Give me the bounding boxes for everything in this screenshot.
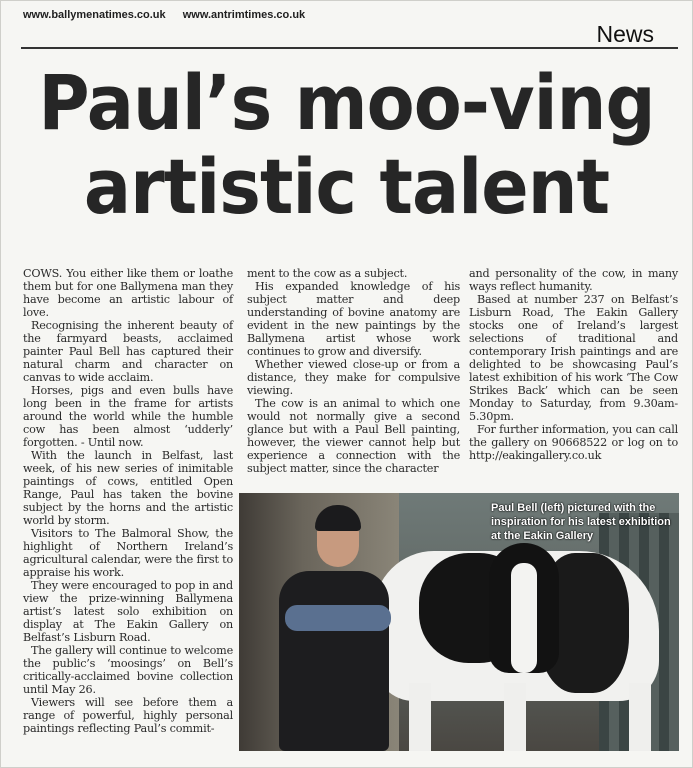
paragraph: Based at number 237 on Belfast’s Lisburn Road, The Eakin Gallery stocks one of Ireland’s largest selections of traditional and contemporary Irish paintings and are delighted to be showcasing Paul’s latest exhibition of his work ‘The Cow Strikes Back’ which can be seen Monday to Saturday, from 9.30am-5.30pm. [469, 293, 678, 423]
photo-cow-leg [504, 683, 526, 751]
masthead [23, 9, 319, 21]
article-column-3 [469, 267, 678, 462]
headline [38, 58, 655, 231]
headline-line-1: Paul’s moo-ving [38, 58, 655, 147]
paragraph: They were encouraged to pop in and view the prize-winning Ballymena artist’s latest solo exhibition on display at The Eakin Gallery on Belfast’s Lisburn Road. [23, 579, 233, 644]
paragraph: Recognising the inherent beauty of the farmyard beasts, acclaimed painter Paul Bell has captured their natural charm and character on canvas to wide acclaim. [23, 319, 233, 384]
paragraph: COWS. You either like them or loathe them but for one Ballymena man they have become an artistic labour of love. [23, 267, 233, 319]
paragraph: The cow is an animal to which one would not normally give a second glance but with a Paul Bell painting, however, the viewer cannot help but experience a connection with the subject matter, since the character [247, 397, 460, 475]
paragraph: For further information, you can call the gallery on 90668522 or log on to http://eakingallery.co.uk [469, 423, 678, 462]
photo-man-arms [285, 605, 391, 631]
paragraph: Visitors to The Balmoral Show, the highlight of Northern Ireland’s agricultural calendar, were the first to appraise his work. [23, 527, 233, 579]
article-column-1 [23, 267, 233, 735]
article-column-2 [247, 267, 460, 475]
paragraph: The gallery will continue to welcome the public’s ‘moosings’ on Bell’s critically-acclaimed bovine collection until May 26. [23, 644, 234, 696]
photo-caption: Paul Bell (left) pictured with the inspiration for his latest exhibition at the Eakin Gallery [491, 502, 671, 542]
photo-man-torso [279, 571, 389, 751]
section-label: News [596, 21, 654, 47]
site-url-antrim: www.antrimtimes.co.uk [182, 9, 306, 21]
photo-cow-blaze [511, 563, 537, 673]
article-photo [239, 493, 679, 751]
paragraph: Viewers will see before them a range of powerful, highly personal paintings reflecting Paul’s commit- [23, 696, 233, 735]
headline-line-2: artistic talent [83, 142, 610, 231]
paragraph: Horses, pigs and even bulls have long been in the frame for artists around the world while the humble cow has been almost ‘udderly’ forgotten. - Until now. [23, 384, 233, 449]
paragraph: ment to the cow as a subject. [247, 267, 408, 280]
paragraph: and personality of the cow, in many ways reflect humanity. [469, 267, 678, 293]
site-url-ballymena: www.ballymenatimes.co.uk [23, 9, 166, 21]
paragraph: Whether viewed close-up or from a distance, they make for compulsive viewing. [247, 358, 460, 397]
section-rule [21, 47, 678, 49]
paragraph: His expanded knowledge of his subject matter and deep understanding of bovine anatomy are evident in the new paintings by the Ballymena artist whose work continues to grow and diversify. [247, 280, 460, 358]
paragraph: With the launch in Belfast, last week, of his new series of inimitable paintings of cows, entitled Open Range, Paul has taken the bovine subject by the horns and the artistic world by storm. [23, 449, 233, 527]
photo-cow-leg [409, 683, 431, 751]
photo-cow-leg [629, 683, 651, 751]
